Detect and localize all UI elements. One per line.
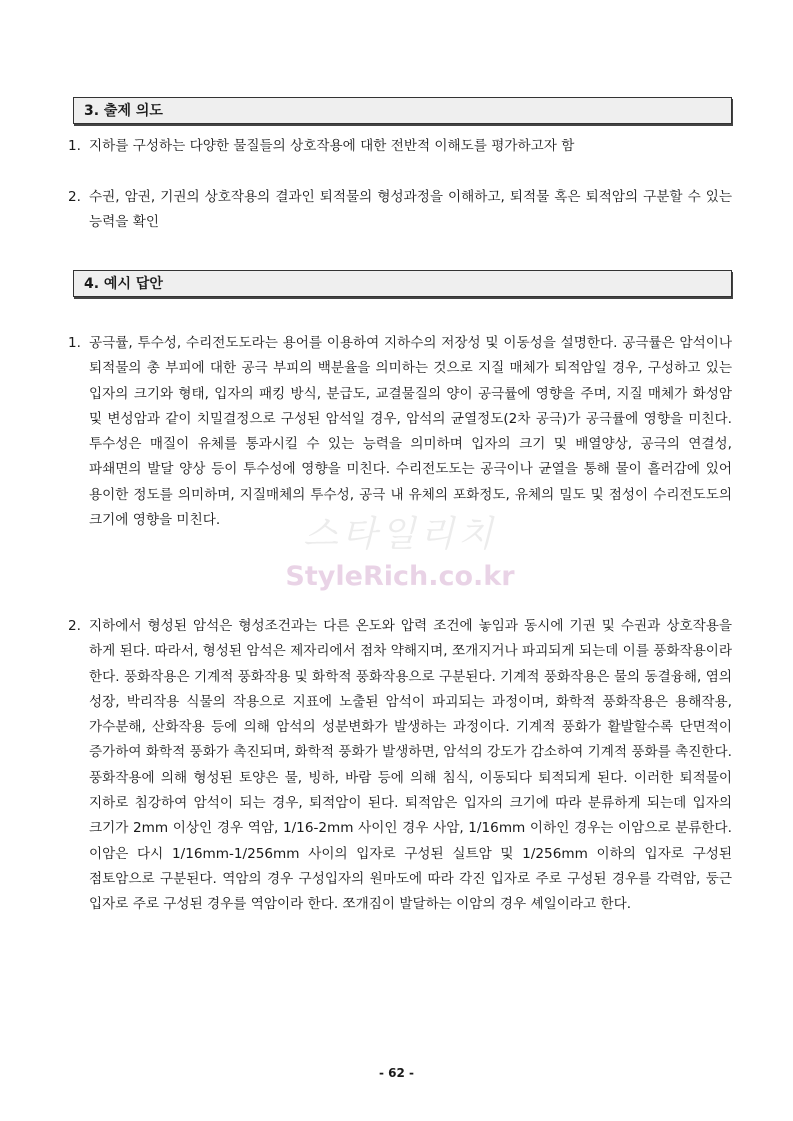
item-number: 2. — [68, 189, 81, 205]
watermark-korean: 스타일리치 — [303, 514, 497, 555]
list-item — [68, 331, 732, 533]
item-number: 1. — [68, 138, 81, 154]
item-number: 2. — [68, 618, 81, 634]
list-item — [68, 134, 732, 159]
section-title-intent: 3. 출제 의도 — [73, 97, 732, 124]
item-text: 공극률, 투수성, 수리전도도라는 용어를 이용하여 지하수의 저장성 및 이동성을 설명한다. 공극률은 암석이나 퇴적물의 총 부피에 대한 공극 부피의 백분율을 의미하는 것으로 지질 매체가 퇴적암일 경우, 구성하고 있는 입자의 크기와 형태, 입자의 패킹 방식, 분급도, 교결물질의 양이 공극률에 영향을 주며, 지질 매체가 화성암 및 변성암과 같이 치밀결정으로 구성된 암석일 경우, 암석의 균열정도(2차 공극)가 공극률에 영향을 미친다. 투수성은 매질이 유체를 통과시킬 수 있는 능력을 의미하며 입자의 크기 및 배열양상, 공극의 연결성, 파쇄면의 발달 양상 등이 투수성에 영향을 미친다. 수리전도도는 공극이나 균열을 통해 물이 흘러감에 있어 용이한 정도를 의미하며, 지질매체의 투수성, 공극 내 유체의 포화정도, 유체의 밀도 및 점성이 수리전도도의 크기에 영향을 미친다. — [89, 335, 732, 529]
list-item — [68, 185, 732, 236]
item-text: 수권, 암권, 기권의 상호작용의 결과인 퇴적물의 형성과정을 이해하고, 퇴적물 혹은 퇴적암의 구분할 수 있는 능력을 확인 — [89, 189, 732, 231]
list-item — [68, 614, 732, 918]
section-title-answer: 4. 예시 답안 — [73, 270, 732, 297]
page-number: - 62 - — [378, 1066, 414, 1080]
item-text: 지하를 구성하는 다양한 물질들의 상호작용에 대한 전반적 이해도를 평가하고자 함 — [89, 138, 575, 154]
item-number: 1. — [68, 335, 81, 351]
watermark-site: StyleRich.co.kr — [285, 561, 515, 592]
item-text: 지하에서 형성된 암석은 형성조건과는 다른 온도와 압력 조건에 놓임과 동시에 기권 및 수권과 상호작용을 하게 된다. 따라서, 형성된 암석은 제자리에서 점차 약해지며, 쪼개지거나 파괴되게 되는데 이를 풍화작용이라 한다. 풍화작용은 기계적 풍화작용 및 화학적 풍화작용으로 구분된다. 기계적 풍화작용은 물의 동결융해, 염의 성장, 박리작용 식물의 작용으로 지표에 노출된 암석이 파괴되는 과정이며, 화학적 풍화작용은 용해작용, 가수분해, 산화작용 등에 의해 암석의 성분변화가 발생하는 과정이다. 기계적 풍화가 활발할수록 단면적이 증가하여 화학적 풍화가 촉진되며, 화학적 풍화가 발생하면, 암석의 강도가 감소하여 기계적 풍화를 촉진한다. 풍화작용에 의해 형성된 토양은 물, 빙하, 바람 등에 의해 침식, 이동되다 퇴적되게 된다. 이러한 퇴적물이 지하로 침강하여 암석이 되는 경우, 퇴적암이 된다. 퇴적암은 입자의 크기에 따라 분류하게 되는데 입자의 크기가 2mm 이상인 경우 역암, 1/16-2mm 사이인 경우 사암, 1/16mm 이하인 경우는 이암으로 분류한다. 이암은 다시 1/16mm-1/256mm 사이의 입자로 구성된 실트암 및 1/256mm 이하의 입자로 구성된 점토암으로 구분된다. 역암의 경우 구성입자의 원마도에 따라 각진 입자로 주로 구성된 경우를 각력암, 둥근 입자로 주로 구성된 경우를 역암이라 한다. 쪼개짐이 발달하는 이암의 경우 셰일이라고 한다. — [89, 618, 732, 913]
